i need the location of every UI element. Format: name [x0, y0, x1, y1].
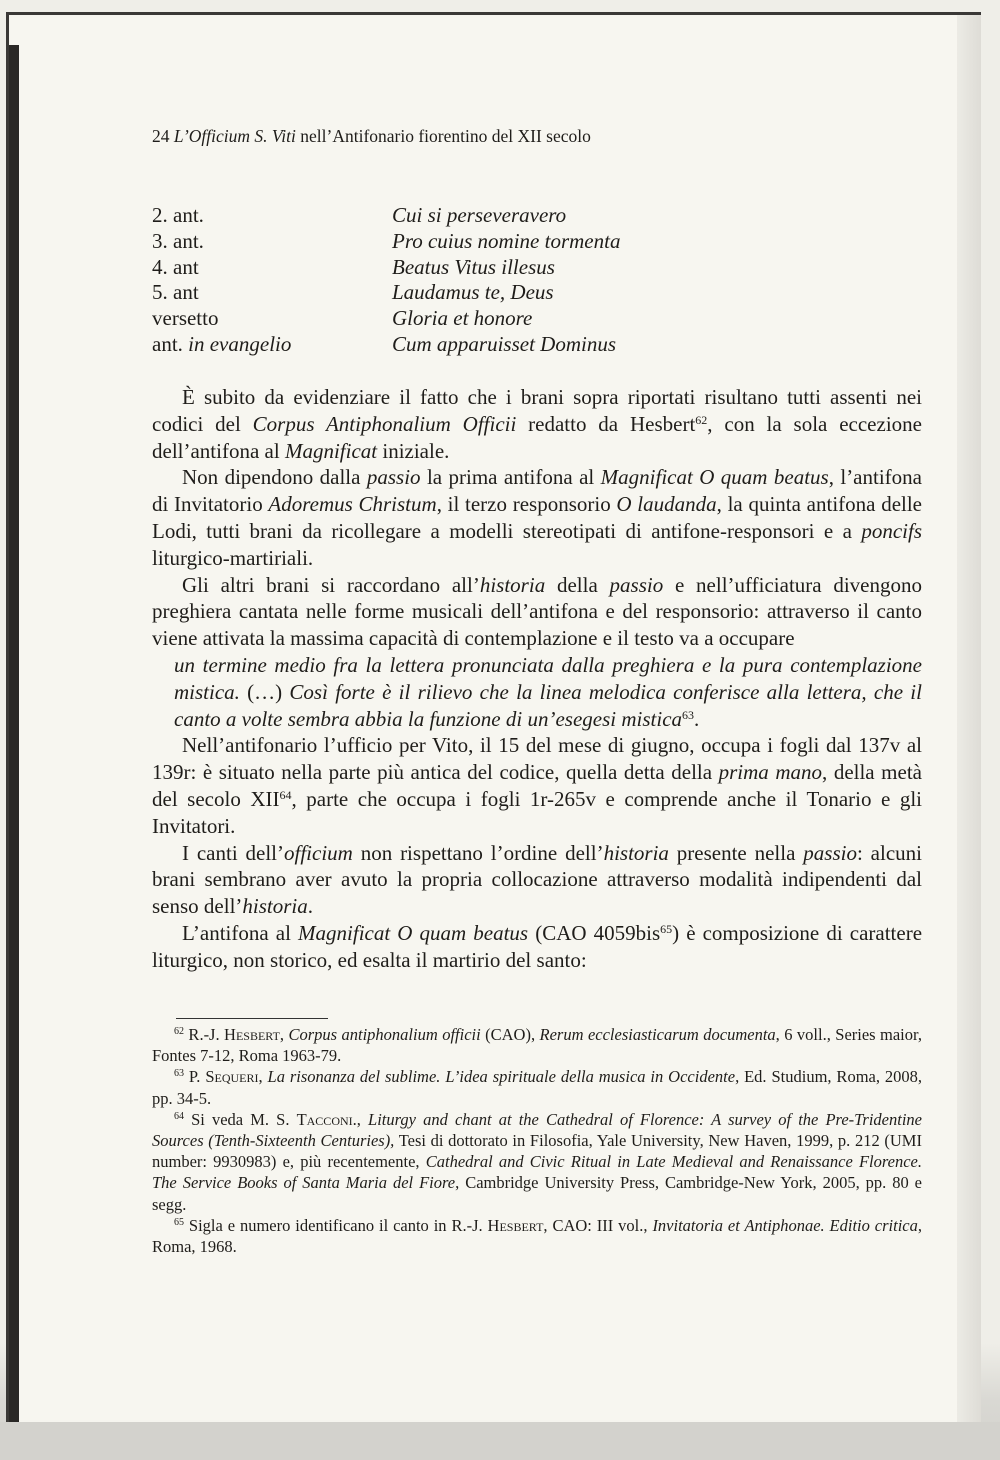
scanner-bed	[0, 1422, 1000, 1460]
footnote-number: 62	[174, 1026, 184, 1037]
antiphon-text: Cum apparuisset Dominus	[392, 331, 617, 356]
antiphon-label: 2. ant.	[152, 203, 204, 227]
page-gutter-shadow	[957, 15, 981, 1435]
footnote-64: $^{64}$ Si veda M. S. Tacconi., Liturgy and chant at the Cathedral of Florence: A survey of the Pre-Tridentine Sources (Tenth-Sixteenth Centuries), Tesi di dottorato in Filosofia, Yale University, New Haven, 1999, p. 212 (UMI number: 9930983) e, più recentemente, Cathedral and Civic Ritual in Late Medieval and Renaissance Florence. The Service Books of Santa Maria del Fiore, Cambridge University Press, Cambridge-New York, 2005, pp. 80 e segg.	[152, 1109, 923, 1214]
paragraph: Non dipendono dalla passio la prima antifona al Magnificat O quam beatus, l’antifona di Invitatorio Adoremus Christum, il terzo responsorio O laudanda, la quinta antifona delle Lodi, tutti brani da ricollegare a modelli stereotipati di antifone-responsori e a poncifs liturgico-martiriali.	[152, 465, 922, 570]
footnote-number: 65	[174, 1216, 184, 1228]
footnote-ref[interactable]: 63	[682, 707, 695, 722]
antiphon-row	[152, 203, 752, 229]
paragraph: Nell’antifonario l’ufficio per Vito, il 15 del mese di giugno, occupa i fogli dal 137v al 139r: è situato nella parte più antica del codice, quella detta della prima mano, della metà del secolo XII$^{64}$, parte che occupa i fogli 1r-265v e comprende anche il Tonario e gli Invitatori.	[152, 733, 922, 838]
antiphon-label: versetto	[152, 306, 219, 331]
antiphon-row	[152, 255, 752, 281]
paragraph: L’antifona al Magnificat O quam beatus (CAO 4059bis$^{65}$) è composizione di carattere liturgico, non storico, ed esalta il martirio del santo:	[152, 920, 923, 972]
main-text	[152, 384, 922, 974]
antiphon-label: 5. ant	[152, 280, 199, 305]
page-number: 24	[152, 126, 170, 146]
footnote-ref[interactable]: 62	[695, 412, 708, 427]
antiphon-row	[152, 229, 752, 255]
antiphon-text: Pro cuius nomine tormenta	[392, 228, 621, 253]
footnote-63: $^{63}$ P. Sequeri, La risonanza del sublime. L’idea spirituale della musica in Occidente, Ed. Studium, Roma, 2008, pp. 34-5.	[152, 1067, 923, 1108]
antiphon-text: Laudamus te, Deus	[392, 280, 554, 305]
antiphon-label: 4. ant	[152, 254, 199, 279]
header-title-italic: L’Officium S. Viti	[173, 126, 296, 146]
footnote-65: $^{65}$ Sigla e numero identificano il canto in R.-J. Hesbert, CAO: III vol., Invitatoria et Antiphonae. Editio critica, Roma, 1968.	[152, 1215, 922, 1257]
paragraph: I canti dell’officium non rispettano l’ordine dell’historia presente nella passio: alcuni brani sembrano aver avuto la propria collocazione attraverso modalità indipendenti dal senso dell’historia.	[152, 840, 922, 919]
paragraph: Gli altri brani si raccordano all’historia della passio e nell’ufficiatura divengono preghiera cantata nelle forme musicali dell’antifona e del responsorio: attraverso il canto viene attivata la massima capacità di contemplazione e il testo va a occupare	[152, 572, 923, 651]
page-binding-edge	[9, 45, 19, 1425]
antiphon-label: 3. ant.	[152, 228, 204, 253]
header-title-rest: nell’Antifonario fiorentino del XII secolo	[295, 126, 591, 146]
antiphon-row	[152, 306, 752, 332]
footnotes	[152, 1024, 922, 1257]
footnote-ref[interactable]: 64	[279, 787, 292, 802]
footnote-separator	[176, 1018, 328, 1019]
footnote-number: 63	[174, 1068, 184, 1080]
block-quote: un termine medio fra la lettera pronunciata dalla preghiera e la pura contemplazione mistica. (…) Così forte è il rilievo che la linea melodica conferisce alla lettera, che il canto a volte sembra abbia la funzione di un’esegesi mistica$^{63}$.	[174, 652, 922, 731]
antiphon-list	[152, 203, 752, 358]
antiphon-label-plain: ant.	[152, 331, 189, 356]
footnote-ref[interactable]: 65	[660, 921, 673, 936]
running-header	[152, 126, 591, 147]
paragraph: È subito da evidenziare il fatto che i brani sopra riportati risultano tutti assenti nei codici del Corpus Antiphonalium Officii redatto da Hesbert$^{62}$, con la sola eccezione dell’antifona al Magnificat iniziale.	[152, 385, 922, 463]
footnote-number: 64	[174, 1110, 184, 1122]
antiphon-label	[152, 332, 291, 358]
antiphon-row	[152, 280, 752, 306]
footnote-62: $^{62}$ R.-J. Hesbert, Corpus antiphonalium officii (CAO), Rerum ecclesiasticarum documenta, 6 voll., Series maior, Fontes 7-12, Roma 1963-79.	[152, 1025, 922, 1066]
antiphon-row	[152, 332, 752, 358]
antiphon-text: Beatus Vitus illesus	[392, 254, 555, 279]
antiphon-label-italic: in evangelio	[188, 331, 292, 356]
antiphon-text: Cui si perseveravero	[392, 203, 567, 227]
antiphon-text: Gloria et honore	[392, 306, 533, 331]
